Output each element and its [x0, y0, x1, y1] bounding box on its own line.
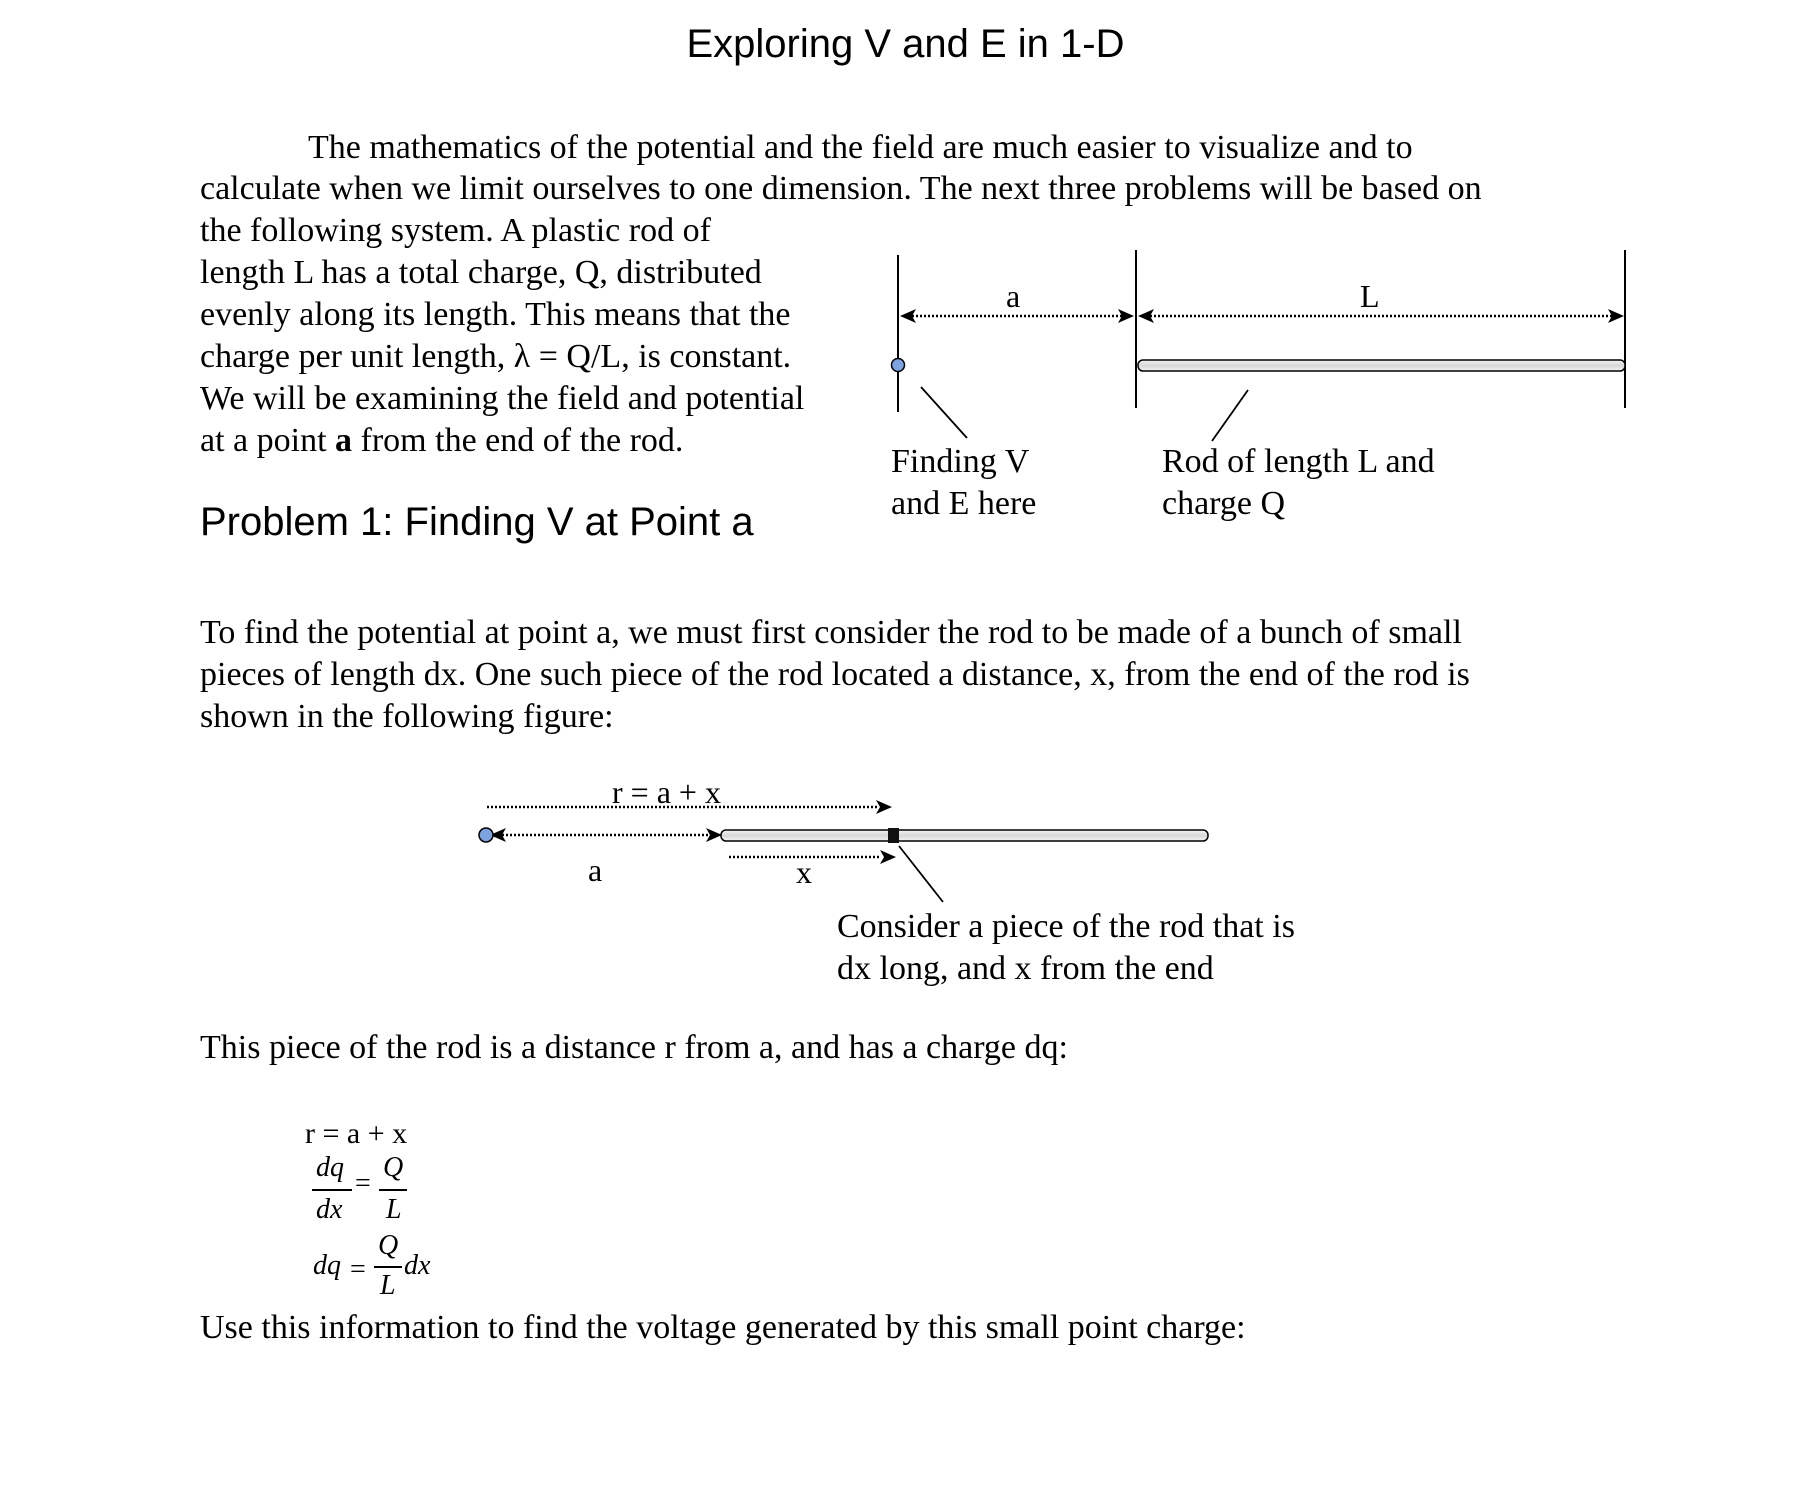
fig2-label-a: a [588, 852, 603, 888]
eq2-den-left: dx [316, 1194, 343, 1225]
intro-line-3: the following system. A plastic rod of [200, 212, 711, 249]
eq3-num: Q [378, 1230, 399, 1261]
eq2-den-right: L [386, 1194, 402, 1225]
intro-line-6: charge per unit length, λ = Q/L, is constant. [200, 338, 792, 375]
fig1-label-L: L [1360, 278, 1380, 314]
intro-point-a: a [335, 422, 353, 459]
intro-line-5: evenly along its length. This means that the [200, 296, 791, 333]
fig2-label-r: r = a + x [612, 774, 721, 810]
page-title: Exploring V and E in 1-D [686, 22, 1125, 66]
fig2-caption-line-2: dx long, and x from the end [837, 950, 1214, 987]
eq3-fraction-bar [374, 1266, 402, 1268]
eq3-den: L [380, 1270, 396, 1301]
fig1-caption-rod-line-2: charge Q [1162, 485, 1286, 522]
intro-line-1: The mathematics of the potential and the field are much easier to visualize and to [308, 129, 1413, 166]
eq2-fraction-bar-right [379, 1189, 407, 1191]
fig2-leader [899, 846, 943, 902]
para-2: This piece of the rod is a distance r from a, and has a charge dq: [200, 1029, 1068, 1066]
eq3-tail: dx [404, 1250, 431, 1281]
fig2-point-a [479, 828, 493, 842]
equation-r: r = a + x [305, 1117, 408, 1150]
fig2-rod [721, 830, 1208, 841]
intro-line-7: We will be examining the field and potential [200, 380, 805, 417]
fig1-caption-rod-line-1: Rod of length L and [1162, 443, 1435, 480]
intro-line-2: calculate when we limit ourselves to one dimension. The next three problems will be based on [200, 170, 1482, 207]
eq2-num-left: dq [316, 1152, 344, 1183]
fig1-caption-point-line-2: and E here [891, 485, 1037, 522]
intro-line-8-post: from the end of the rod. [352, 422, 684, 459]
intro-line-8-pre: at a point [200, 422, 336, 459]
eq3-equals: = [350, 1254, 366, 1285]
problem-1-heading: Problem 1: Finding V at Point a [200, 500, 754, 544]
fig2-label-x: x [796, 854, 812, 890]
fig1-label-a: a [1006, 278, 1021, 314]
eq2-equals: = [355, 1168, 371, 1199]
problem-1-para-line-2: pieces of length dx. One such piece of the rod located a distance, x, from the end of the rod is [200, 656, 1470, 693]
fig2-dimension-a-arrow [490, 828, 722, 842]
intro-line-4: length L has a total charge, Q, distributed [200, 254, 762, 291]
fig2-dx-piece [888, 828, 899, 843]
eq2-fraction-bar-left [312, 1189, 352, 1191]
fig2-dimension-x-arrow [729, 850, 896, 864]
eq3-lhs: dq [313, 1250, 341, 1281]
fig2-caption-line-1: Consider a piece of the rod that is [837, 908, 1295, 945]
problem-1-para-line-3: shown in the following figure: [200, 698, 614, 735]
fig1-caption-point-line-1: Finding V [891, 443, 1030, 480]
problem-1-para-line-1: To find the potential at point a, we must first consider the rod to be made of a bunch of small [200, 614, 1462, 651]
eq2-num-right: Q [383, 1152, 404, 1183]
para-3: Use this information to find the voltage generated by this small point charge: [200, 1309, 1246, 1346]
